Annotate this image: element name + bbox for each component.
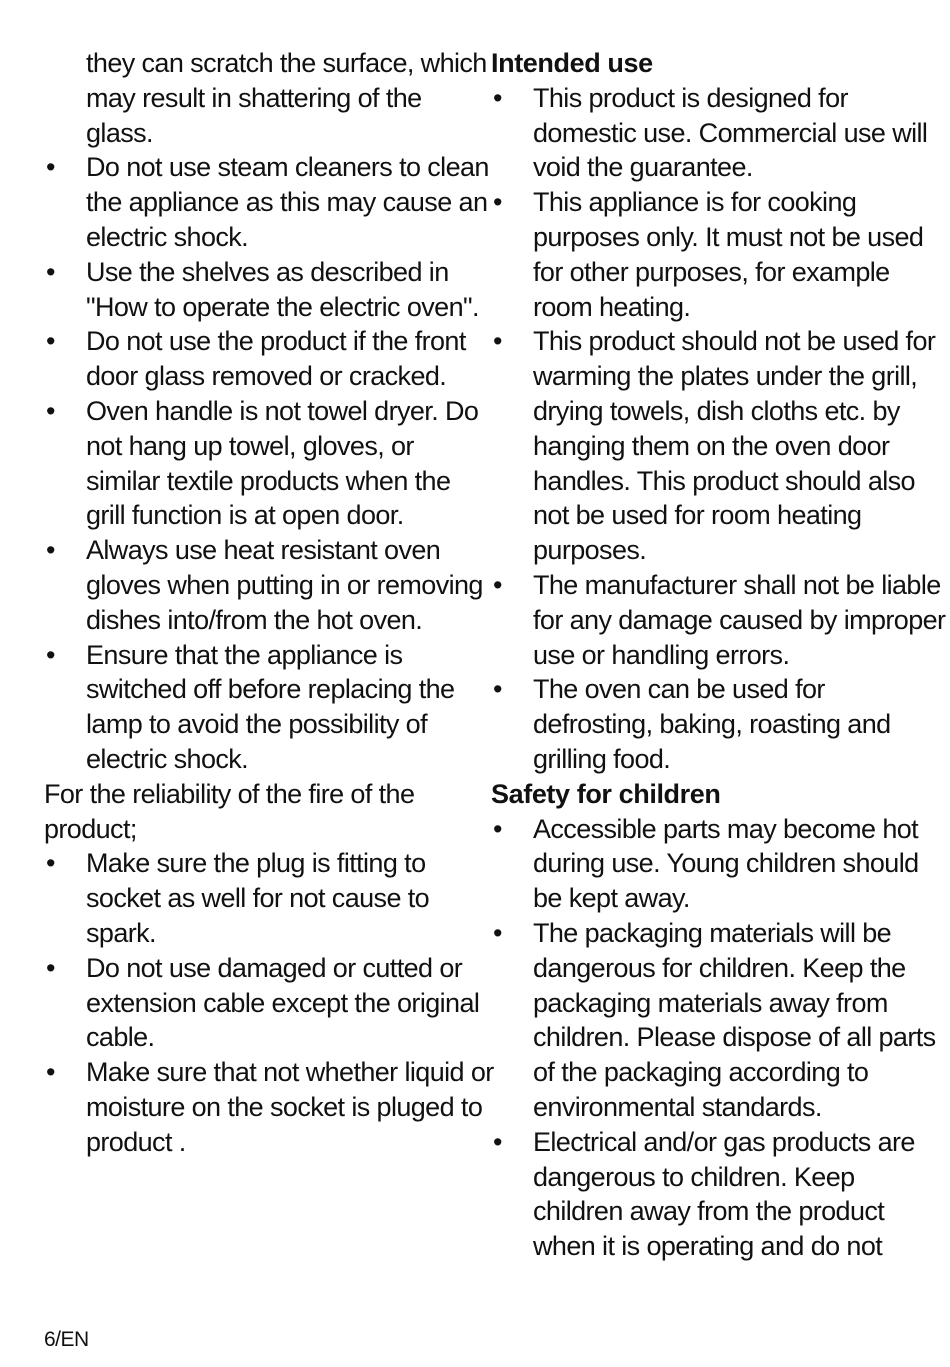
list-item-text: Use the shelves as described in "How to operate the electric oven". <box>86 256 479 322</box>
list-item-text: Ensure that the appliance is switched off before replacing the lamp to avoid the possibility of electric shock. <box>86 639 455 774</box>
list-item-text: Oven handle is not towel dryer. Do not hang up towel, gloves, or similar textile products when the grill function is at open door. <box>86 395 479 531</box>
right-column <box>491 46 950 1264</box>
intended-use-bullet-list <box>491 81 950 777</box>
bullet-icon: • <box>493 326 502 357</box>
list-item <box>491 568 950 672</box>
bullet-icon: • <box>46 326 55 357</box>
left-column <box>44 46 494 1160</box>
list-item-text: The packaging materials will be dangerous for children. Keep the packaging materials away from children. Please dispose of all parts of the packaging according to environmental standards. <box>533 917 936 1122</box>
bullet-icon: • <box>46 152 55 183</box>
list-item <box>44 638 494 777</box>
reliability-intro: For the reliability of the fire of the product; <box>44 778 415 844</box>
list-item <box>44 1055 494 1159</box>
list-item <box>491 1125 950 1264</box>
list-item <box>44 255 494 325</box>
bullet-icon: • <box>46 256 55 287</box>
list-item-text: Do not use steam cleaners to clean the appliance as this may cause an electric shock. <box>86 152 489 252</box>
list-item <box>44 533 494 637</box>
list-item <box>491 812 950 916</box>
bullet-icon: • <box>493 569 502 600</box>
list-item-text: This appliance is for cooking purposes only. It must not be used for other purposes, for example room heating. <box>533 187 924 322</box>
list-item-text: Make sure that not whether liquid or moisture on the socket is pluged to product . <box>86 1057 494 1157</box>
list-item-text: Always use heat resistant oven gloves when putting in or removing dishes into/from the hot oven. <box>86 535 483 635</box>
list-item-text: The manufacturer shall not be liable for any damage caused by improper use or handling errors. <box>533 569 946 670</box>
safety-bullet-list <box>44 150 494 776</box>
bullet-icon: • <box>493 187 502 218</box>
list-item-text: This product should not be used for warming the plates under the grill, drying towels, dish cloths etc. by hanging them on the oven door handles. This product should also not be used for room heating purposes. <box>533 326 936 566</box>
list-item <box>44 394 494 533</box>
bullet-icon: • <box>493 674 502 705</box>
list-item-text: Do not use the product if the front door glass removed or cracked. <box>86 326 466 392</box>
reliability-bullet-list <box>44 846 494 1159</box>
bullet-icon: • <box>46 848 55 879</box>
list-item-text: Accessible parts may become hot during use. Young children should be kept away. <box>533 813 919 914</box>
children-safety-bullet-list <box>491 812 950 1264</box>
page-number: 6/EN <box>44 1328 89 1351</box>
list-item <box>491 324 950 568</box>
list-item-text: This product is designed for domestic use. Commercial use will void the guarantee. <box>533 82 928 183</box>
bullet-icon: • <box>493 917 502 948</box>
section-heading-intended-use: Intended use <box>491 48 653 78</box>
list-item <box>44 150 494 254</box>
list-item-text: Electrical and/or gas products are dangerous to children. Keep children away from the product when it is operating and do not <box>533 1126 915 1262</box>
bullet-icon: • <box>46 952 55 983</box>
list-item <box>491 185 950 324</box>
list-item-text: The oven can be used for defrosting, baking, roasting and grilling food. <box>533 674 891 774</box>
bullet-icon: • <box>493 1126 502 1157</box>
bullet-icon: • <box>46 1057 55 1088</box>
list-item <box>44 324 494 394</box>
list-item <box>44 951 494 1055</box>
bullet-icon: • <box>493 813 502 844</box>
list-item <box>491 81 950 185</box>
list-item-text: Make sure the plug is fitting to socket as well for not cause to spark. <box>86 848 430 948</box>
bullet-icon: • <box>493 82 502 113</box>
list-item <box>491 672 950 776</box>
continued-paragraph: they can scratch the surface, which may result in shattering of the glass. <box>86 48 487 148</box>
bullet-icon: • <box>46 395 55 426</box>
list-item <box>44 846 494 950</box>
bullet-icon: • <box>46 639 55 670</box>
list-item-text: Do not use damaged or cutted or extension cable except the original cable. <box>86 952 480 1053</box>
list-item <box>491 916 950 1125</box>
bullet-icon: • <box>46 535 55 566</box>
section-heading-safety-for-children: Safety for children <box>491 778 721 809</box>
